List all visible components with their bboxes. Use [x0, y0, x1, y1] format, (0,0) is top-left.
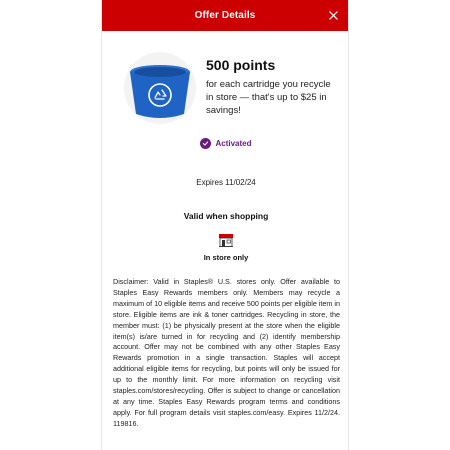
offer-summary: [124, 52, 334, 122]
status-text: Activated: [215, 139, 252, 148]
recycle-bucket-icon: [124, 52, 196, 124]
header-bar: [102, 0, 348, 31]
status-badge: [102, 138, 350, 149]
checkmark-circle-icon: [200, 138, 211, 149]
close-icon[interactable]: [326, 8, 340, 22]
disclaimer-text: Disclaimer: Valid in Staples® U.S. stores only. Offer available to Staples Easy Rewards members only. Members may recycle a maximum of 10 eligible items and receive 500 points per eligible item in store. Eligible items are ink & toner cartridges. Recycling in store, the member must: (1) be physically present at the store when the eligible item(s) is/are turned in for recycling and (2) identify membership account. Offer may not be combined with any other Staples Easy Rewards promotion in a single transaction. Staples will accept additional eligible items for recycling, but points will only be issued for up to the monthly limit. For more information on recycling visit staples.com/stores/recycling. Offer is subject to change or cancellation at any time. Staples Easy Rewards program terms and conditions apply. For full program details visit staples.com/easy. Expires 11/2/24. 119816.: [113, 277, 340, 428]
offer-title: 500 points: [206, 57, 276, 73]
store-availability-label: In store only: [203, 253, 249, 262]
expiration-date: Expires 11/02/24: [196, 178, 256, 187]
store-icon: [218, 233, 234, 247]
header-title: Offer Details: [194, 10, 256, 21]
offer-details-panel: [101, 0, 349, 450]
offer-description: for each cartridge you recycle in store — that's up to $25 in savings!: [206, 79, 331, 116]
valid-heading: Valid when shopping: [183, 211, 269, 221]
